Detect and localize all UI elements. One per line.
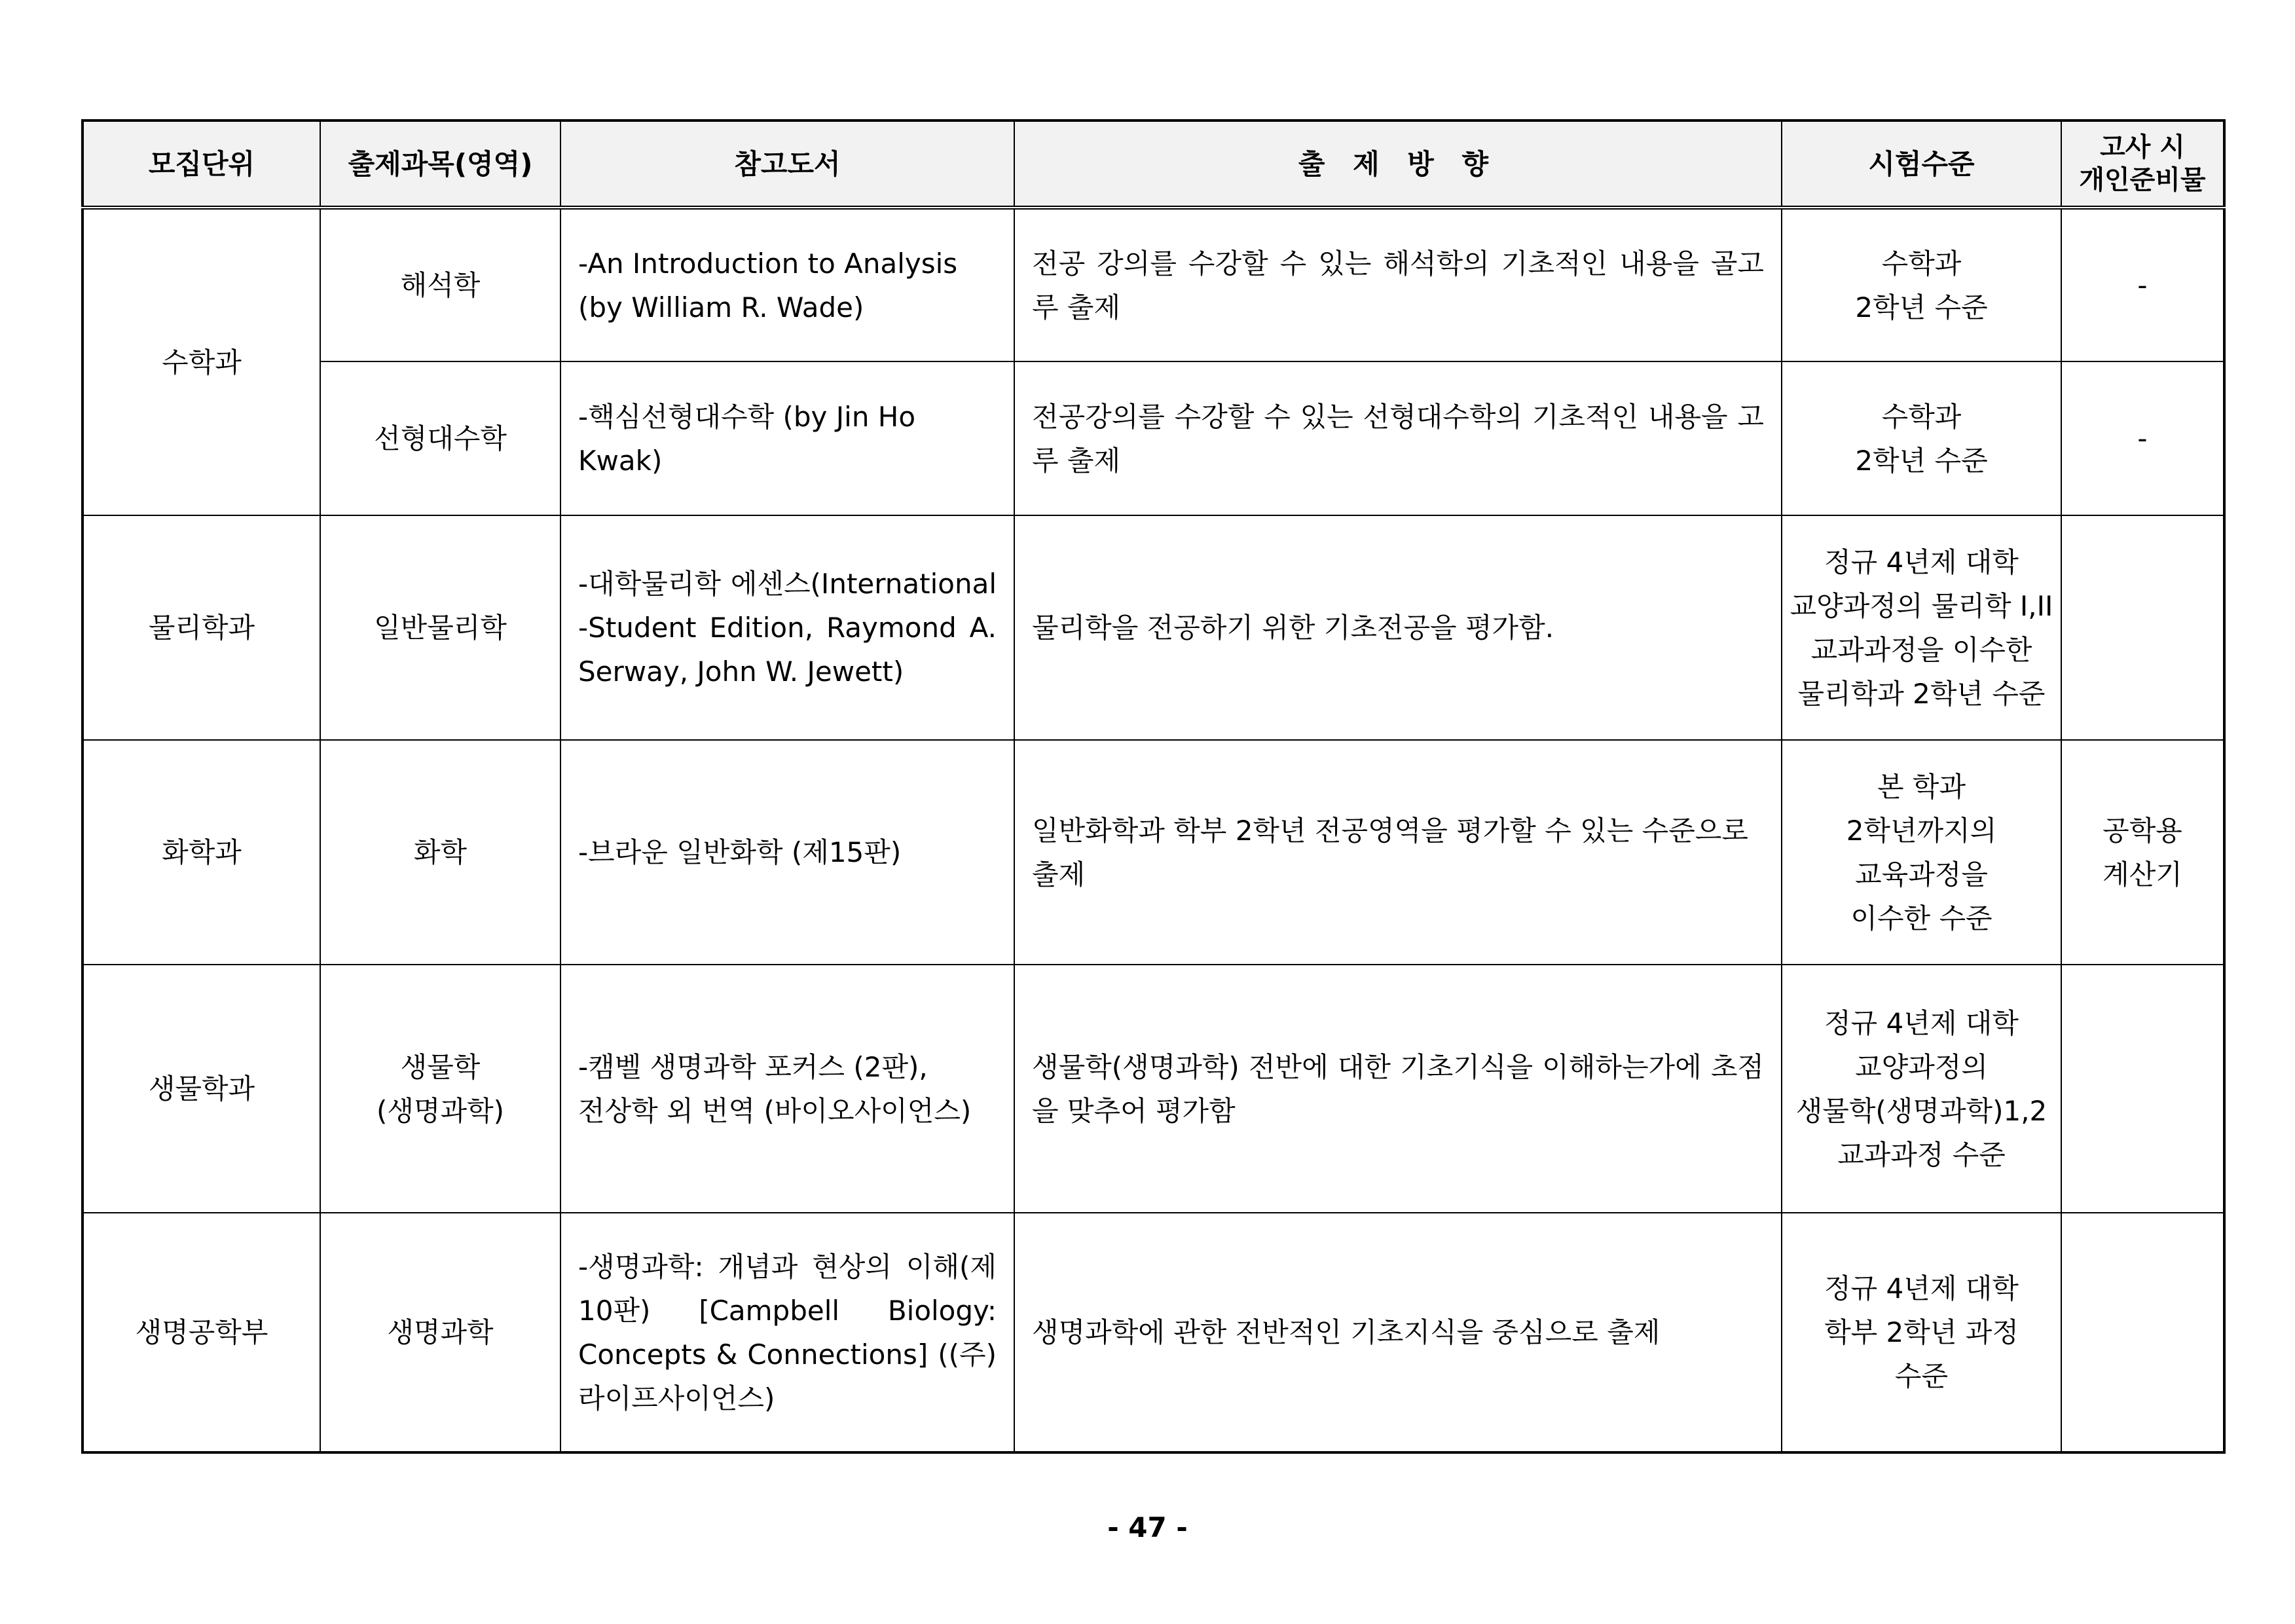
exam-subjects-table [81,119,2226,1454]
reference-cell: -생명과학: 개념과 현상의 이해(제10판) [Campbell Biology: Concepts & Connections] ((주)라이프사이언스) [560,1213,1014,1452]
table-row [83,208,2224,361]
reference-cell: -캠벨 생명과학 포커스 (2판), 전상학 외 번역 (바이오사이언스) [560,965,1014,1213]
header-exam-direction: 출 제 방 향 [1014,120,1782,208]
table-row [83,515,2224,740]
page-number: - 47 - [1107,1511,1188,1543]
subject-cell: 선형대수학 [320,361,560,515]
header-personal-materials: 고사 시 개인준비물 [2061,120,2224,208]
direction-cell: 일반화학과 학부 2학년 전공영역을 평가할 수 있는 수준으로 출제 [1014,740,1782,965]
subject-cell: 해석학 [320,208,560,361]
level-cell: 정규 4년제 대학 교양과정의 생물학(생명과학)1,2 교과과정 수준 [1782,965,2061,1213]
header-recruitment-unit: 모집단위 [83,120,320,208]
reference-cell: -An Introduction to Analysis (by William R. Wade) [560,208,1014,361]
unit-cell: 생물학과 [83,965,320,1213]
table-row [83,1213,2224,1452]
materials-cell: - [2061,208,2224,361]
direction-cell: 전공 강의를 수강할 수 있는 해석학의 기초적인 내용을 골고루 출제 [1014,208,1782,361]
reference-cell: -대학물리학 에센스(International -Student Edition, Raymond A. Serway, John W. Jewett) [560,515,1014,740]
materials-cell [2061,515,2224,740]
table-header-row [83,120,2224,208]
table-row [83,361,2224,515]
level-cell: 수학과 2학년 수준 [1782,208,2061,361]
direction-cell: 전공강의를 수강할 수 있는 선형대수학의 기초적인 내용을 고루 출제 [1014,361,1782,515]
reference-cell: -브라운 일반화학 (제15판) [560,740,1014,965]
direction-cell: 생물학(생명과학) 전반에 대한 기초기식을 이해하는가에 초점을 맞추어 평가함 [1014,965,1782,1213]
direction-cell: 물리학을 전공하기 위한 기초전공을 평가함. [1014,515,1782,740]
materials-cell [2061,1213,2224,1452]
table-row [83,740,2224,965]
materials-cell: 공학용 계산기 [2061,740,2224,965]
subject-cell: 화학 [320,740,560,965]
table-row [83,965,2224,1213]
unit-cell: 물리학과 [83,515,320,740]
subject-cell: 생명과학 [320,1213,560,1452]
level-cell: 본 학과 2학년까지의 교육과정을 이수한 수준 [1782,740,2061,965]
direction-cell: 생명과학에 관한 전반적인 기초지식을 중심으로 출제 [1014,1213,1782,1452]
unit-cell: 생명공학부 [83,1213,320,1452]
header-exam-level: 시험수준 [1782,120,2061,208]
level-cell: 수학과 2학년 수준 [1782,361,2061,515]
level-cell: 정규 4년제 대학 교양과정의 물리학 I,II 교과과정을 이수한 물리학과 2학년 수준 [1782,515,2061,740]
materials-cell: - [2061,361,2224,515]
unit-cell: 수학과 [83,208,320,515]
unit-cell: 화학과 [83,740,320,965]
subject-cell: 생물학 (생명과학) [320,965,560,1213]
level-cell: 정규 4년제 대학 학부 2학년 과정 수준 [1782,1213,2061,1452]
header-reference-books: 참고도서 [560,120,1014,208]
materials-cell [2061,965,2224,1213]
header-exam-subject: 출제과목(영역) [320,120,560,208]
reference-cell: -핵심선형대수학 (by Jin Ho Kwak) [560,361,1014,515]
subject-cell: 일반물리학 [320,515,560,740]
